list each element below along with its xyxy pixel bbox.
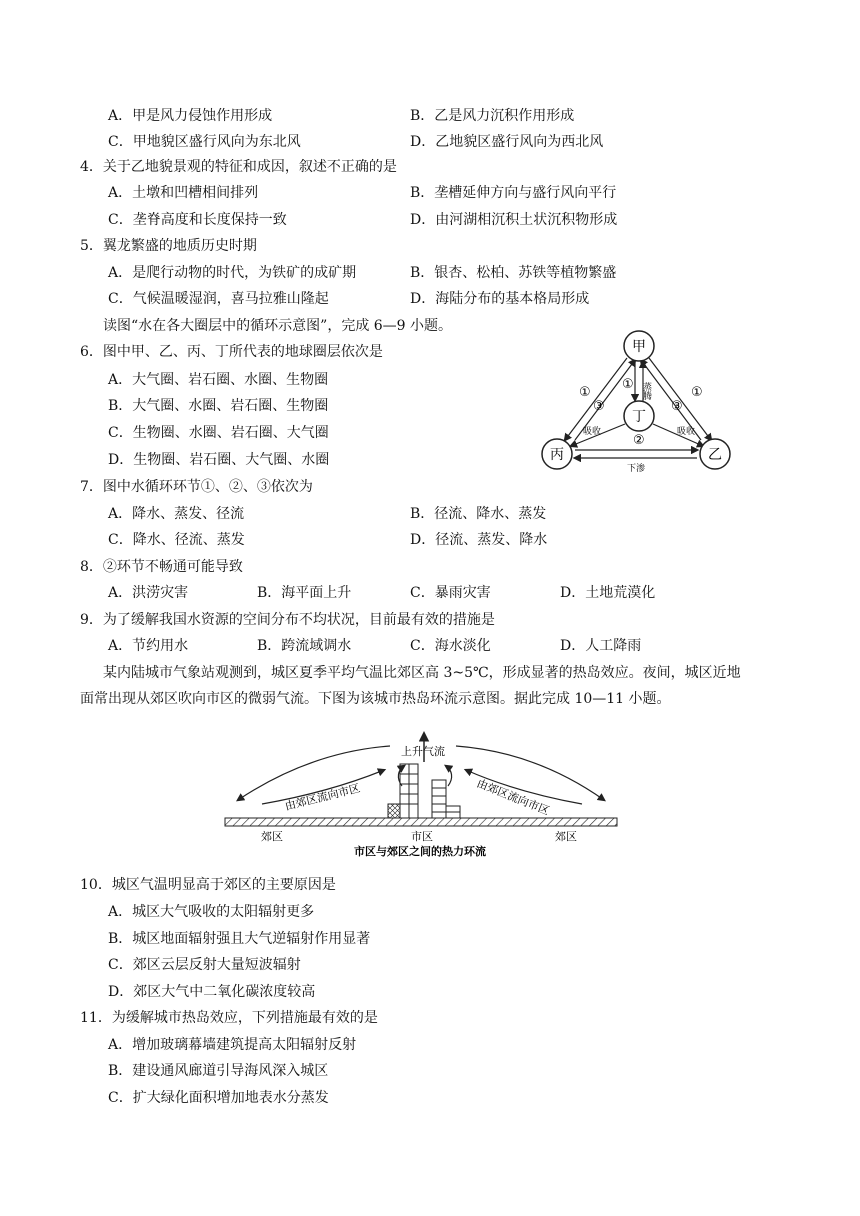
q8-option-c: C．暴雨灾害 <box>410 585 491 601</box>
q4-option-c: C．垄脊高度和长度保持一致 <box>108 212 287 228</box>
diagram-caption: 市区与郊区之间的热力环流 <box>354 845 486 858</box>
label-seep: 下渗 <box>627 464 646 474</box>
q10-option-c: C．郊区云层反射大量短波辐射 <box>108 957 301 973</box>
q4-option-a: A．土墩和凹槽相间排列 <box>108 185 259 201</box>
label-c1-center: ① <box>622 377 634 392</box>
q4-option-b: B．垄槽延伸方向与盛行风向平行 <box>410 185 617 201</box>
q11-option-a: A．增加玻璃幕墙建筑提高太阳辐射反射 <box>108 1037 357 1053</box>
q5-option-c: C．气候温暖湿润，喜马拉雅山隆起 <box>108 291 329 307</box>
label-suburb-right: 郊区 <box>555 830 577 843</box>
q5-option-d: D．海陆分布的基本格局形成 <box>410 291 590 307</box>
q8-stem: 8．②环节不畅通可能导致 <box>80 559 243 575</box>
q3-option-a: A．甲是风力侵蚀作用形成 <box>108 108 273 124</box>
q6-option-a: A．大气圈、岩石圈、水圈、生物圈 <box>108 372 329 388</box>
label-jia: 甲 <box>632 339 646 355</box>
q7-stem: 7．图中水循环环节①、②、③依次为 <box>80 479 313 495</box>
q3-option-b: B．乙是风力沉积作用形成 <box>410 108 575 124</box>
q4-option-d: D．由河湖相沉积土状沉积物形成 <box>410 212 618 228</box>
q10-option-b: B．城区地面辐射强且大气逆辐射作用显著 <box>108 931 371 947</box>
q6-option-b: B．大气圈、水圈、岩石圈、生物圈 <box>108 398 329 414</box>
q11-option-c: C．扩大绿化面积增加地表水分蒸发 <box>108 1090 329 1106</box>
q9-option-c: C．海水淡化 <box>410 638 491 654</box>
intro-10-11-line2: 面常出现从郊区吹向市区的微弱气流。下图为该城市热岛环流示意图。据此完成 10—11 小题。 <box>80 691 671 707</box>
label-suburb-left: 郊区 <box>261 830 283 843</box>
q11-option-b: B．建设通风廊道引导海风深入城区 <box>108 1063 329 1079</box>
q3-option-d: D．乙地貌区盛行风向为西北风 <box>410 134 604 150</box>
q6-stem: 6．图中甲、乙、丙、丁所代表的地球圈层依次是 <box>80 344 383 360</box>
q7-option-a: A．降水、蒸发、径流 <box>108 506 245 522</box>
q6-option-d: D．生物圈、岩石圈、大气圈、水圈 <box>108 452 330 468</box>
q6-option-c: C．生物圈、水圈、岩石圈、大气圈 <box>108 425 329 441</box>
q9-option-a: A．节约用水 <box>108 638 189 654</box>
label-yi: 乙 <box>708 447 722 463</box>
q10-option-a: A．城区大气吸收的太阳辐射更多 <box>108 904 315 920</box>
q8-option-b: B．海平面上升 <box>257 585 352 601</box>
label-c1-left: ① <box>579 385 591 400</box>
label-bing: 丙 <box>550 447 564 463</box>
building-small <box>388 804 400 818</box>
intro-6-9: 读图“水在各大圈层中的循环示意图”，完成 6—9 小题。 <box>103 318 453 334</box>
heat-island-diagram <box>220 728 622 860</box>
q8-option-d: D．土地荒漠化 <box>560 585 656 601</box>
q5-option-a: A．是爬行动物的时代，为铁矿的成矿期 <box>108 265 357 281</box>
q11-stem: 11．为缓解城市热岛效应，下列措施最有效的是 <box>80 1010 378 1026</box>
q4-stem: 4．关于乙地貌景观的特征和成因，叙述不正确的是 <box>80 159 397 175</box>
q7-option-b: B．径流、降水、蒸发 <box>410 506 547 522</box>
label-flow-left: 由郊区流向市区 <box>283 781 362 813</box>
label-flow-right: 由郊区流向市区 <box>474 776 552 818</box>
q10-stem: 10．城区气温明显高于郊区的主要原因是 <box>80 877 336 893</box>
q8-option-a: A．洪涝灾害 <box>108 585 189 601</box>
q9-option-b: B．跨流域调水 <box>257 638 352 654</box>
label-absorb-left: 吸收 <box>583 427 602 437</box>
ground-strip <box>225 818 617 826</box>
label-c2: ② <box>633 433 645 448</box>
q9-stem: 9．为了缓解我国水资源的空间分布不均状况，目前最有效的措施是 <box>80 612 495 628</box>
label-c3-left: ③ <box>593 399 605 414</box>
label-rising: 上升气流 <box>401 745 445 758</box>
q7-option-c: C．降水、径流、蒸发 <box>108 532 245 548</box>
q3-option-c: C．甲地貌区盛行风向为东北风 <box>108 134 301 150</box>
q5-option-b: B．银杏、松柏、苏铁等植物繁盛 <box>410 265 617 281</box>
label-c1-right: ① <box>691 385 703 400</box>
label-evap: 蒸腾 <box>641 382 651 400</box>
water-cycle-diagram <box>535 328 735 478</box>
label-city: 市区 <box>411 830 433 843</box>
q7-option-d: D．径流、蒸发、降水 <box>410 532 548 548</box>
q10-option-d: D．郊区大气中二氧化碳浓度较高 <box>108 984 316 1000</box>
label-absorb-right: 吸收 <box>677 427 696 437</box>
label-ding: 丁 <box>632 409 646 425</box>
q5-stem: 5．翼龙繁盛的地质历史时期 <box>80 238 257 254</box>
q9-option-d: D．人工降雨 <box>560 638 642 654</box>
intro-10-11-line1: 某内陆城市气象站观测到，城区夏季平均气温比郊区高 3~5℃，形成显著的热岛效应。夜间，城区近地 <box>103 665 741 681</box>
label-c3-right: ③ <box>671 399 683 414</box>
